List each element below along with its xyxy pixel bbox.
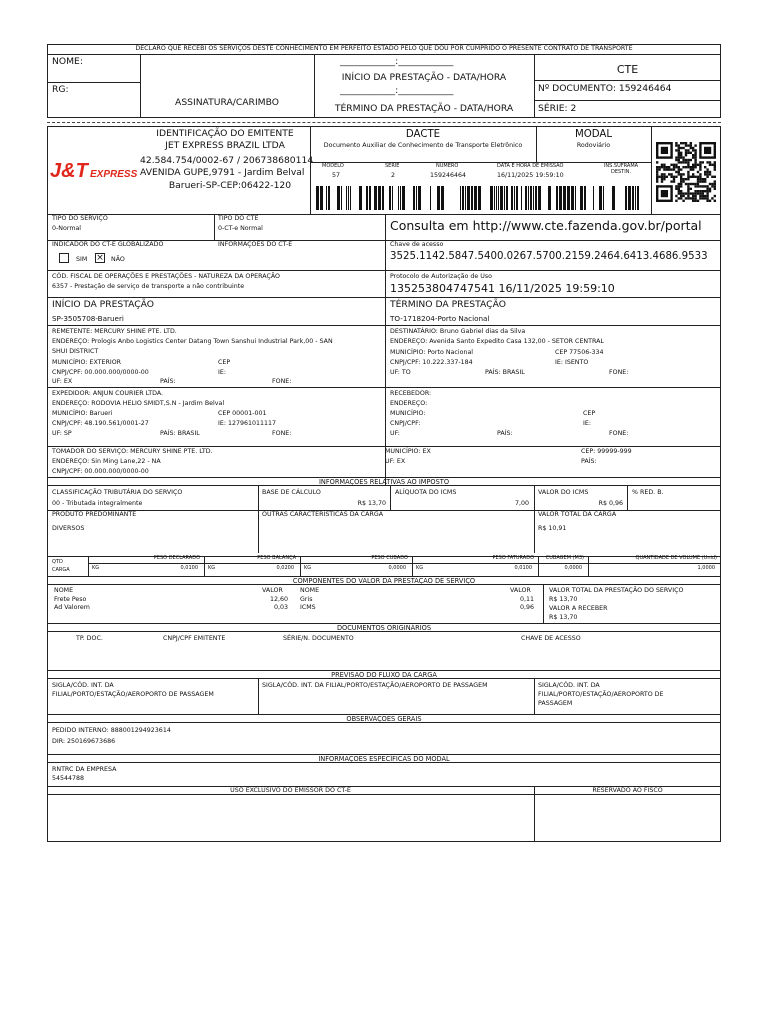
tomador-pais: PAÍS: <box>581 458 597 465</box>
recebedor-pais: PAÍS: <box>497 430 513 437</box>
modal-info-title: INFORMAÇÕES ESPECÍFICAS DO MODAL <box>47 754 721 763</box>
recebedor-cep: CEP <box>583 410 596 417</box>
protocolo-value: 135253804747541 16/11/2025 19:59:10 <box>390 282 615 295</box>
indicador-label: INDICADOR DO CT-E GLOBALIZADO <box>52 241 164 248</box>
cte-label: CTE <box>616 63 639 76</box>
recebedor-fone: FONE: <box>609 430 629 437</box>
carga-col-header: PESO CUBADO <box>371 555 408 561</box>
chave-value: 3525.1142.5847.5400.0267.5700.2159.2464.6413.4686.9533 <box>390 251 708 262</box>
base-label: BASE DE CÁLCULO <box>262 489 321 496</box>
tomador-cep: CEP: 99999-999 <box>581 448 632 455</box>
tipo-cte-value: 0-CT-e Normal <box>218 225 263 232</box>
gris-value: 0,11 <box>519 596 534 603</box>
remetente-ie: IE: <box>218 369 226 376</box>
tomador-municipio: MUNICÍPIO: EX <box>385 448 431 455</box>
termino-label: TÉRMINO DA PRESTAÇÃO <box>390 299 506 310</box>
expedidor-address: ENDEREÇO: RODOVIA HELIO SMIDT,S.N - Jardim Belval <box>52 400 225 407</box>
carga-value: 1,0000 <box>697 565 715 571</box>
expedidor-cep: CEP 00001-001 <box>218 410 267 417</box>
emitter-cnpj: 42.584.754/0002-67 / 206738680114 <box>140 155 314 166</box>
recebedor-uf: UF: <box>390 430 400 437</box>
receipt-serie: SÉRIE: 2 <box>538 103 577 114</box>
recebedor-name: RECEBEDOR: <box>390 390 432 397</box>
remetente-address: ENDEREÇO: Prologis Anbo Logistics Center Datang Town Sanshui Industrial Park,00 - SAN <box>52 338 333 345</box>
chave-label: Chave de acesso <box>390 241 444 248</box>
emitter-address: AVENIDA GUPE,9791 - Jardim Belval <box>140 167 305 178</box>
sim-checkbox[interactable] <box>59 253 69 263</box>
expedidor-uf: UF: SP <box>52 430 72 437</box>
svg-text:EXPRESS: EXPRESS <box>90 169 138 180</box>
expedidor-cnpj: CNPJ/CPF: 48.190.561/0001-27 <box>52 420 149 427</box>
valor-receber-value: R$ 13,70 <box>549 614 578 621</box>
icms-name: ICMS <box>300 604 316 611</box>
comp-valor-label: VALOR <box>262 587 283 594</box>
recebedor-address: ENDEREÇO: <box>390 400 428 407</box>
remetente-cnpj: CNPJ/CPF: 00.000.000/0000-00 <box>52 369 149 376</box>
ad-valorem-value: 0,03 <box>273 604 288 611</box>
valor-total-prestacao-label: VALOR TOTAL DA PRESTAÇÃO DO SERVIÇO <box>549 587 684 594</box>
start-label: INÍCIO DA PRESTAÇÃO - DATA/HORA <box>341 72 507 83</box>
carga-col-header: QUANTIDADE DE VOLUME (Unid) <box>635 555 717 561</box>
serie-value: 2 <box>391 172 396 179</box>
carga-value: 0,0100 <box>180 565 198 571</box>
docs-serie: SÉRIE/N. DOCUMENTO <box>283 635 354 642</box>
componentes-title: COMPONENTES DO VALOR DA PRESTAÇÃO DE SERVIÇO <box>47 576 721 585</box>
svg-text:J&T: J&T <box>50 160 88 182</box>
sim-label: SIM <box>76 256 88 263</box>
remetente-fone: FONE: <box>272 378 292 385</box>
comp-nome-label-2: NOME <box>300 587 320 594</box>
icms-value: 0,96 <box>519 604 534 611</box>
cfop-value: 6357 - Prestação de serviço de transporte a não contribuinte <box>52 283 245 290</box>
receipt-declaration: DECLARO QUE RECEBI OS SERVIÇOS DESTE CONHECIMENTO EM PERFEITO ESTADO PELO QUE DOU POR CUMPRIDO O PRESENTE CONTRATO DE TRANSPORTE <box>135 45 633 52</box>
qtd-label: QTD <box>52 559 63 565</box>
valor-total-carga-label: VALOR TOTAL DA CARGA <box>538 511 617 518</box>
uso-emissor-label: USO EXCLUSIVO DO EMISSOR DO CT-E <box>230 787 351 794</box>
rntrc-value: 54544788 <box>52 775 85 782</box>
numero-value: 159246464 <box>430 172 467 179</box>
docs-chave: CHAVE DE ACESSO <box>521 635 581 642</box>
produto-value: DIVERSOS <box>52 525 85 532</box>
docs-title: DOCUMENTOS ORIGINÁRIOS <box>47 623 721 632</box>
classificacao-label: CLASSIFICAÇÃO TRIBUTÁRIA DO SERVIÇO <box>52 489 183 496</box>
destinatario-name: DESTINATÁRIO: Bruno Gabriel dias da Silva <box>390 328 526 335</box>
carga-value: 0,0100 <box>514 565 532 571</box>
red-b-label: % RED. B. <box>632 489 664 496</box>
carga-label: CARGA <box>52 567 70 573</box>
carga-value: 0,0200 <box>276 565 294 571</box>
tomador-uf: UF: EX <box>385 458 406 465</box>
inicio-label: INÍCIO DA PRESTAÇÃO <box>52 299 155 310</box>
remetente-municipio: MUNICÍPIO: EXTERIOR <box>52 359 122 366</box>
ad-valorem-name: Ad Valorem <box>54 604 90 611</box>
docs-cnpj: CNPJ/CPF EMITENTE <box>163 635 226 642</box>
emissao-value: 16/11/2025 19:59:10 <box>497 172 564 179</box>
tipo-servico-value: 0-Normal <box>52 225 82 232</box>
fluxo-col3-c: PASSAGEM <box>538 700 573 707</box>
recebedor-cnpj: CNPJ/CPF: <box>390 420 421 427</box>
doc-number: Nº DOCUMENTO: 159246464 <box>538 83 672 94</box>
nao-checkbox[interactable]: × <box>96 253 104 263</box>
rg-label: RG: <box>52 84 69 95</box>
nao-label: NÃO <box>111 256 125 263</box>
carga-unit: KG <box>208 565 216 571</box>
numero-label: NÚMERO <box>436 163 459 169</box>
cut-line <box>47 122 721 123</box>
base-value: R$ 13,70 <box>357 500 386 507</box>
nome-label: NOME: <box>52 56 83 67</box>
aliquota-label: ALÍQUOTA DO ICMS <box>395 489 457 496</box>
valor-receber-label: VALOR A RECEBER <box>549 605 608 612</box>
classificacao-value: 00 - Tributada integralmente <box>52 500 143 507</box>
jt-express-logo <box>50 158 142 182</box>
tipo-servico-label: TIPO DO SERVIÇO <box>52 215 108 222</box>
remetente-pais: PAÍS: <box>160 378 176 385</box>
tomador-cnpj: CNPJ/CPF: 00.000.000/0000-00 <box>52 468 149 475</box>
modal-title: MODAL <box>574 129 613 140</box>
comp-nome-label: NOME <box>54 587 74 594</box>
end-label: TÉRMINO DA PRESTAÇÃO - DATA/HORA <box>334 103 514 114</box>
destinatario-ie: IE: ISENTO <box>555 359 589 366</box>
expedidor-pais: PAÍS: BRASIL <box>160 430 200 437</box>
suframa-label: INS.SUFRAMA DESTIN. <box>603 163 639 175</box>
tomador-name: TOMADOR DO SERVIÇO: MERCURY SHINE PTE. LTD. <box>52 448 213 455</box>
signature-label: ASSINATURA/CARIMBO <box>175 97 279 108</box>
carga-col-header: PESO DECLARADO <box>153 555 200 561</box>
outras-label: OUTRAS CARACTERÍSTICAS DA CARGA <box>262 511 384 518</box>
destinatario-address: ENDEREÇO: Avenida Santo Expedito Casa 132,00 - SETOR CENTRAL <box>390 338 604 345</box>
carga-value: 0,0000 <box>564 565 582 571</box>
carga-col-header: PESO FATURADO <box>492 555 534 561</box>
carga-unit: KG <box>416 565 424 571</box>
produto-label: PRODUTO PREDOMINANTE <box>52 511 137 518</box>
expedidor-name: EXPEDIDOR: ANJUN COURIER LTDA. <box>52 390 164 397</box>
qr-code <box>656 142 716 202</box>
dacte-description: Documento Auxiliar de Conhecimento de Transporte Eletrônico <box>323 142 523 149</box>
carga-unit: KG <box>304 565 312 571</box>
gris-name: Gris <box>300 596 313 603</box>
destinatario-uf: UF: TO <box>390 369 411 376</box>
dacte-title: DACTE <box>405 129 441 140</box>
docs-tp: TP. DOC. <box>76 635 103 642</box>
info-cte-label: INFORMAÇÕES DO CT-E <box>218 241 293 248</box>
tipo-cte-label: TIPO DO CTE <box>218 215 259 222</box>
end-date-blank: ____________:____________ <box>340 85 454 96</box>
valor-total-prestacao-value: R$ 13,70 <box>549 596 578 603</box>
imposto-title: INFORMAÇÕES RELATIVAS AO IMPOSTO <box>47 477 721 486</box>
consulta-portal: Consulta em http://www.cte.fazenda.gov.br/portal <box>390 218 702 233</box>
protocolo-label: Protocolo de Autorização de Uso <box>390 273 493 280</box>
recebedor-ie: IE: <box>583 420 591 427</box>
rntrc-label: RNTRC DA EMPRESA <box>52 766 117 773</box>
valor-total-carga-value: R$ 10,91 <box>538 525 567 532</box>
expedidor-ie: IE: 127961011117 <box>218 420 277 427</box>
expedidor-fone: FONE: <box>272 430 292 437</box>
dir-number: DIR: 250169673686 <box>52 738 116 745</box>
modelo-label: MODELO <box>322 163 344 169</box>
valor-icms-label: VALOR DO ICMS <box>538 489 589 496</box>
expedidor-municipio: MUNICÍPIO: Barueri <box>52 410 113 417</box>
aliquota-value: 7,00 <box>514 500 529 507</box>
carga-unit: KG <box>92 565 100 571</box>
fluxo-col1-b: FILIAL/PORTO/ESTAÇÃO/AEROPORTO DE PASSAGEM <box>52 691 214 698</box>
termino-value: TO-1718204-Porto Nacional <box>390 314 490 323</box>
destinatario-cep: CEP 77506-334 <box>555 349 604 356</box>
carga-col-header: CUBAGEM (M3) <box>545 555 584 561</box>
pedido-interno: PEDIDO INTERNO: 888001294923614 <box>52 727 171 734</box>
modelo-value: 57 <box>332 172 341 179</box>
fluxo-col1-a: SIGLA/CÓD. INT. DA <box>52 682 114 689</box>
tomador-address: ENDEREÇO: Sin Ming Lane,22 - NA <box>52 458 161 465</box>
cfop-label: CÓD. FISCAL DE OPERAÇÕES E PRESTAÇÕES - NATUREZA DA OPERAÇÃO <box>52 273 280 280</box>
modal-value: Rodoviário <box>576 142 611 149</box>
frete-peso-value: 12,60 <box>269 596 288 603</box>
start-date-blank: ____________:____________ <box>340 56 454 67</box>
emitter-name: JET EXPRESS BRAZIL LTDA <box>165 140 285 151</box>
fluxo-col3-a: SIGLA/CÓD. INT. DA <box>538 682 600 689</box>
comp-valor-label-2: VALOR <box>510 587 531 594</box>
carga-value: 0,0000 <box>388 565 406 571</box>
barcode <box>314 186 648 210</box>
serie-label: SÉRIE <box>385 163 400 169</box>
destinatario-pais: PAÍS: BRASIL <box>485 369 525 376</box>
remetente-address-2: SHUI DISTRICT <box>52 348 99 355</box>
destinatario-fone: FONE: <box>609 369 629 376</box>
valor-icms-value: R$ 0,96 <box>598 500 623 507</box>
emissao-label: DATA E HORA DE EMISSÃO <box>497 163 564 169</box>
fluxo-col3-b: FILIAL/PORTO/ESTAÇÃO/AEROPORTO DE <box>538 691 664 698</box>
emitter-city: Barueri-SP-CEP:06422-120 <box>168 180 292 191</box>
remetente-name: REMETENTE: MERCURY SHINE PTE. LTD. <box>52 328 177 335</box>
fluxo-title: PREVISÃO DO FLUXO DA CARGA <box>47 670 721 679</box>
obs-title: OBSERVAÇÕES GERAIS <box>47 714 721 723</box>
frete-peso-name: Frete Peso <box>54 596 87 603</box>
destinatario-cnpj: CNPJ/CPF: 10.222.337-184 <box>390 359 473 366</box>
carga-col-header: PESO BALANÇA <box>257 555 296 561</box>
destinatario-municipio: MUNICÍPIO: Porto Nacional <box>390 349 474 356</box>
inicio-value: SP-3505708-Barueri <box>52 314 124 323</box>
fluxo-col2: SIGLA/CÓD. INT. DA FILIAL/PORTO/ESTAÇÃO/AEROPORTO DE PASSAGEM <box>262 682 488 689</box>
remetente-cep: CEP <box>218 359 231 366</box>
recebedor-municipio: MUNICÍPIO: <box>390 410 426 417</box>
reservado-fisco-label: RESERVADO AO FISCO <box>592 787 663 794</box>
emitter-title: IDENTIFICAÇÃO DO EMITENTE <box>156 128 294 139</box>
remetente-uf: UF: EX <box>52 378 73 385</box>
